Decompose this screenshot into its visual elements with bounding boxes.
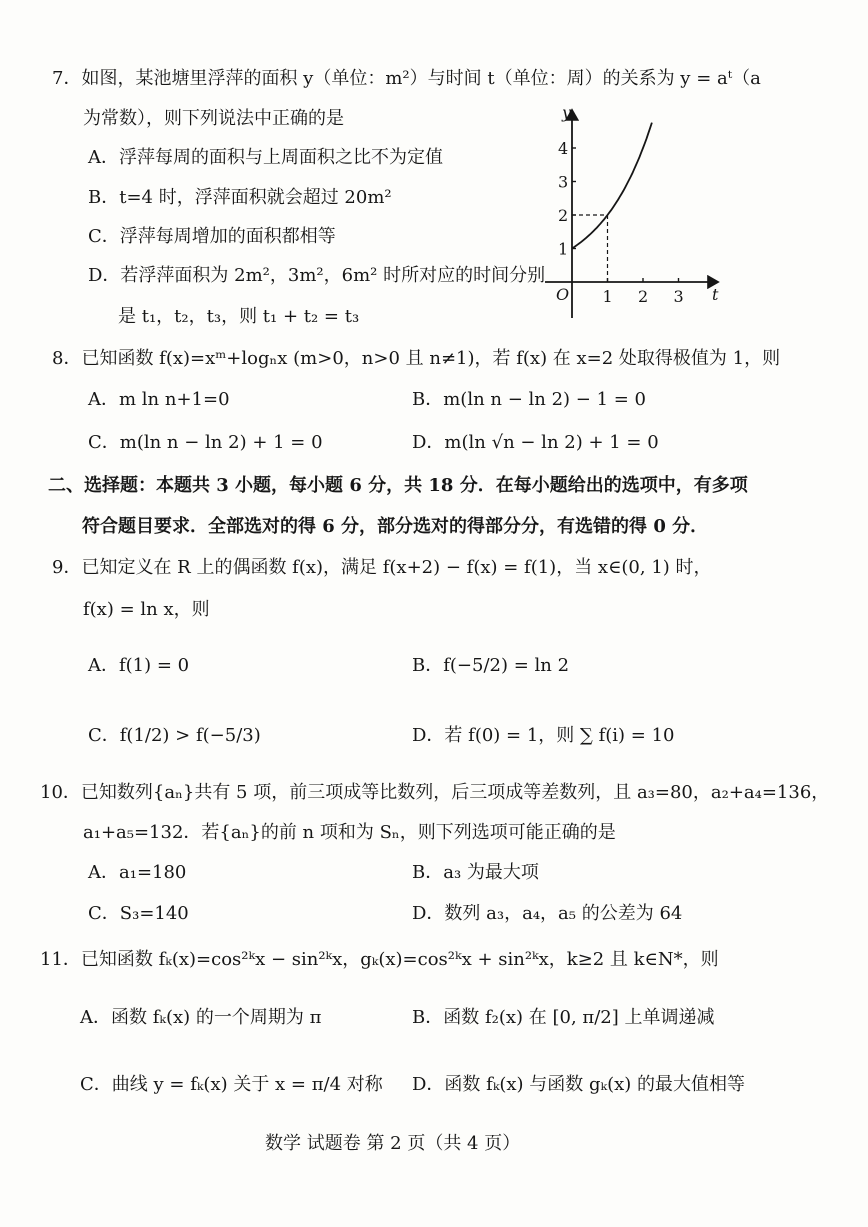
q8-option-c: C．m(ln n − ln 2) + 1 = 0 bbox=[88, 432, 323, 453]
y-tick-label-4: 4 bbox=[558, 139, 569, 158]
q8-stem: 8．已知函数 f(x)=xᵐ+logₙx (m>0，n>0 且 n≠1)，若 f(x) 在 x=2 处取得极值为 1，则 bbox=[52, 348, 781, 369]
x-axis-label: t bbox=[712, 285, 719, 304]
x-tick-label-2: 2 bbox=[638, 287, 649, 306]
q10-stem-line-1: 10．已知数列{aₙ}共有 5 项，前三项成等比数列，后三项成等差数列，且 a₃=80，a₂+a₄=136， bbox=[40, 782, 830, 803]
q11-stem: 11．已知函数 fₖ(x)=cos²ᵏx − sin²ᵏx，gₖ(x)=cos²ᵏx + sin²ᵏx，k≥2 且 k∈N*，则 bbox=[40, 949, 719, 970]
x-tick-label-3: 3 bbox=[673, 287, 684, 306]
y-tick-label-2: 2 bbox=[558, 206, 569, 225]
section-2-instructions: 符合题目要求．全部选对的得 6 分，部分选对的得部分分，有选错的得 0 分． bbox=[82, 516, 709, 537]
q7-option-d-line-1: D．若浮萍面积为 2m²，3m²，6m² 时所对应的时间分别 bbox=[88, 265, 546, 286]
x-tick-label-1: 1 bbox=[602, 287, 613, 306]
q9-option-b: B．f(−5/2) = ln 2 bbox=[412, 655, 570, 676]
q11-option-a: A．函数 fₖ(x) 的一个周期为 π bbox=[80, 1007, 322, 1028]
origin-label: O bbox=[556, 285, 570, 304]
q8-option-b: B．m(ln n − ln 2) − 1 = 0 bbox=[412, 389, 647, 410]
q10-option-c: C．S₃=140 bbox=[88, 903, 189, 924]
q8-option-a: A．m ln n+1=0 bbox=[88, 389, 230, 410]
q7-option-b: B．t=4 时，浮萍面积就会超过 20m² bbox=[88, 187, 392, 208]
q9-option-c: C．f(1/2) > f(−5/3) bbox=[88, 725, 261, 746]
q10-option-a: A．a₁=180 bbox=[88, 862, 187, 883]
y-tick-label-1: 1 bbox=[558, 239, 569, 259]
q11-option-c: C．曲线 y = fₖ(x) 关于 x = π/4 对称 bbox=[80, 1074, 383, 1095]
page-footer: 数学 试题卷 第 2 页（共 4 页） bbox=[265, 1133, 521, 1154]
q10-option-d: D．数列 a₃，a₄，a₅ 的公差为 64 bbox=[412, 903, 683, 924]
q7-option-c: C．浮萍每周增加的面积都相等 bbox=[88, 226, 336, 247]
q7-option-a: A．浮萍每周的面积与上周面积之比不为定值 bbox=[88, 147, 443, 168]
q9-option-a: A．f(1) = 0 bbox=[88, 655, 190, 676]
q7-option-d-line-2: 是 t₁，t₂，t₃，则 t₁ + t₂ = t₃ bbox=[118, 306, 360, 327]
q11-option-d: D．函数 fₖ(x) 与函数 gₖ(x) 的最大值相等 bbox=[412, 1074, 746, 1095]
q9-stem-line-1: 9．已知定义在 R 上的偶函数 f(x)，满足 f(x+2) − f(x) = f(1)，当 x∈(0, 1) 时， bbox=[52, 557, 712, 578]
y-axis-label: y bbox=[562, 103, 572, 122]
q10-stem-line-2: a₁+a₅=132．若{aₙ}的前 n 项和为 Sₙ，则下列选项可能正确的是 bbox=[83, 822, 616, 843]
q7-stem-line-2: 为常数），则下列说法中正确的是 bbox=[83, 108, 344, 129]
exponential-graph bbox=[540, 100, 730, 325]
q8-option-d: D．m(ln √n − ln 2) + 1 = 0 bbox=[412, 432, 659, 453]
q9-stem-line-2: f(x) = ln x，则 bbox=[83, 599, 210, 620]
q7-stem-line-1: 7．如图，某池塘里浮萍的面积 y（单位：m²）与时间 t（单位：周）的关系为 y = aᵗ（a bbox=[52, 68, 761, 89]
y-tick-label-3: 3 bbox=[558, 172, 569, 192]
q11-option-b: B．函数 f₂(x) 在 [0, π/2] 上单调递减 bbox=[412, 1007, 715, 1028]
q10-option-b: B．a₃ 为最大项 bbox=[412, 862, 539, 883]
section-2-heading: 二、选择题：本题共 3 小题，每小题 6 分，共 18 分．在每小题给出的选项中，有多项 bbox=[48, 475, 748, 496]
exponential-curve bbox=[572, 123, 652, 249]
q9-option-d: D．若 f(0) = 1，则 ∑ f(i) = 10 bbox=[412, 725, 675, 746]
